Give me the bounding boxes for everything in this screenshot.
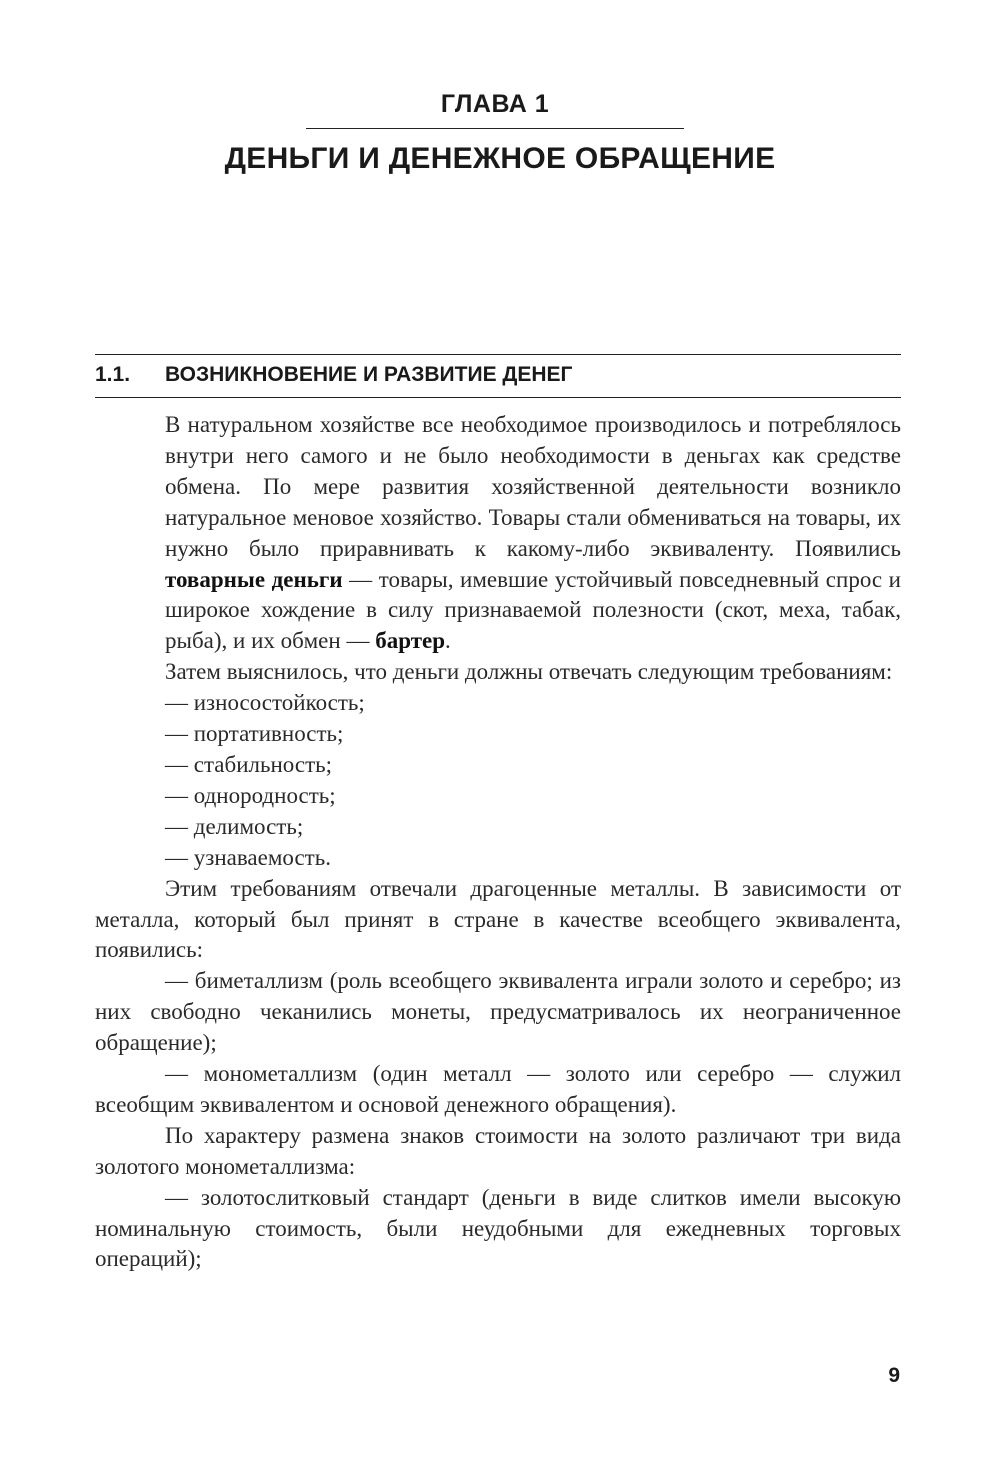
chapter-label: ГЛАВА 1 (440, 90, 550, 118)
section-bottom-rule (95, 397, 901, 398)
paragraph: Затем выяснилось, что деньги должны отвечать следующим требованиям: (165, 659, 893, 685)
section-top-rule (95, 354, 901, 355)
paragraph-text: — товары, имевшие устойчивый повседневный спрос и широкое хождение в силу признаваемой полезности (скот, меха, табак, рыба), и их обмен — (165, 566, 901, 654)
list-item: — износостойкость; (165, 690, 365, 716)
list-item: — узнаваемость. (165, 844, 331, 870)
term-barter: бартер (375, 628, 445, 654)
chapter-title: ДЕНЬГИ И ДЕНЕЖНОЕ ОБРАЩЕНИЕ (224, 142, 776, 175)
paragraph: — золотослитковый стандарт (деньги в виде слитков имели высокую номинальную стоимость, были неудобными для ежедневных торговых операций); (95, 1184, 901, 1272)
paragraph: — монометаллизм (один металл — золото или серебро — служил всеобщим эквивалентом и основой денежного обращения). (95, 1061, 901, 1117)
section-heading (95, 363, 901, 387)
paragraph-text: . (445, 628, 451, 654)
list-item: — делимость; (165, 813, 304, 839)
chapter-divider (306, 128, 684, 129)
paragraph: По характеру размена знаков стоимости на золото различают три вида золотого монометаллизма: (95, 1122, 901, 1179)
paragraph (95, 410, 901, 657)
paragraph-text: В натуральном хозяйстве все необходимое производилось и потреблялось внутри него самого и не было необходимости в деньгах как средстве обмена. По мере развития хозяйственной деятельности возникло натуральное меновое хозяйство. Товары стали обмениваться на товары, их нужно было приравнивать к какому-либо эквиваленту. Появились (165, 412, 901, 561)
body-text (95, 410, 901, 1275)
page-number: 9 (888, 1364, 900, 1387)
term-commodity-money: товарные деньги (165, 566, 343, 592)
list-item: — стабильность; (165, 751, 332, 777)
paragraph: Этим требованиям отвечали драгоценные металлы. В зависимости от металла, который был принят в стране в качестве всеобщего эквивалента, появились: (95, 875, 901, 963)
list-item: — однородность; (165, 782, 336, 808)
section-number: 1.1. (95, 363, 131, 386)
paragraph: — биметаллизм (роль всеобщего эквивалента играли золото и серебро; из них свободно чеканились монеты, предусматривалось их неограниченное обращение); (95, 968, 901, 1056)
list-item: — портативность; (165, 721, 344, 747)
section-title: ВОЗНИКНОВЕНИЕ И РАЗВИТИЕ ДЕНЕГ (165, 363, 573, 386)
